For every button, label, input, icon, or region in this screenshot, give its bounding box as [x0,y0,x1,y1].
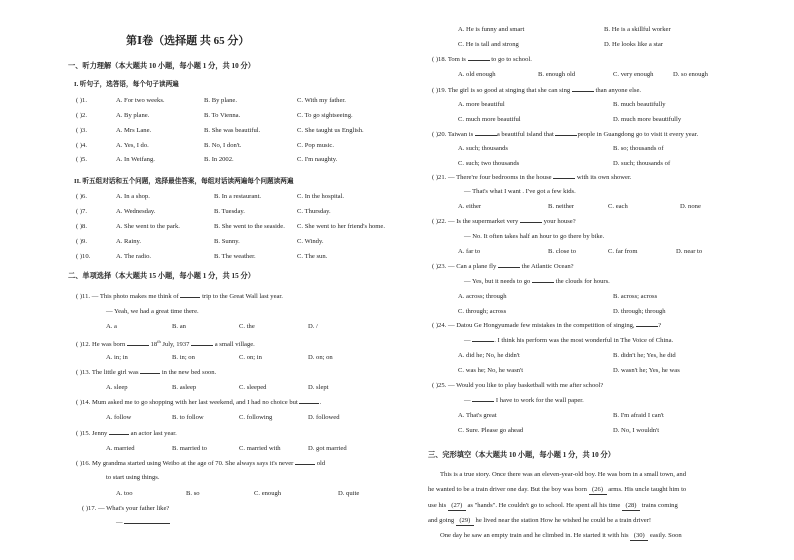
option-b: B. so [186,490,200,497]
passage-line: use his (27) as "hands". He couldn't go to school. He spent all his time (28) trains coming [428,502,678,509]
option-d: D. such; thousands of [613,160,671,167]
answer-blank[interactable] [553,178,575,179]
question-stem: — Datou Ge Hongyumade few mistakes in the competition of singing, [447,322,635,329]
question-number[interactable]: ( )9. [76,238,87,245]
question-number[interactable]: ( )12. [76,341,91,349]
question-stem-continued: trip to the Great Wall last year. [202,293,283,300]
reply-line-end: . I think his perform was the most wonderful in The Voice of China. [494,337,674,344]
passage-line: One day he saw an empty train and he climbed in. He started it with his (30) easily. Soon [440,532,682,539]
question-stem: Mum asked me to go shopping with her last weekend, and I had no choice but [91,399,298,406]
answer-blank[interactable] [295,464,315,465]
passage-line: and going (29) he lived near the station How he wished he could be a train driver! [428,517,652,524]
answer-blank[interactable] [109,434,129,435]
question-number[interactable]: ( )15. [76,430,91,437]
option-b: B. Sunny. [214,238,240,245]
option-b: B. No, I don't. [204,142,242,149]
question-number[interactable]: ( )18. [432,56,447,63]
question-number[interactable]: ( )24. [432,322,447,329]
option-a: A. Mrs Lane. [116,127,152,134]
question-stem-end: than anyone else. [595,87,642,94]
question-number[interactable]: ( )20. [432,131,447,138]
part-2-instruction: II. 听五组对话和五个问题，选择最佳答案，每组对话读两遍每个问题读两遍 [74,178,294,185]
option-b: B. She went to the seaside. [214,223,285,230]
option-b: B. didn't he; Yes, he did [613,352,676,359]
option-c: C. Windy. [297,238,324,245]
option-b: B. an [172,323,186,330]
reply-line: — That's what I want . I've got a few kids. [464,188,576,195]
question-stem: Tom is [447,56,466,63]
option-d: D. No, I wouldn't [613,427,660,434]
option-a: A. The radio. [116,253,152,260]
question-number[interactable]: ( )14. [76,399,91,406]
option-c: C. each [608,203,628,210]
option-d: D. near to [676,248,703,255]
question-stem: — There're four bedrooms in the house [447,174,552,181]
part-1-instruction: I. 听句子，选答语，每个句子读两遍 [74,81,179,88]
option-c: C. Thursday. [297,208,331,215]
option-a: A. For two weeks. [116,97,165,104]
option-c: C. the [239,323,255,330]
section-1-heading: 一、听力理解（本大题共 10 小题，每小题 1 分，共 10 分） [68,62,255,70]
option-c: C. She taught us English. [297,127,364,134]
option-b: B. I'm afraid I can't [613,412,664,419]
question-stem: — This photo makes me think of [91,293,179,300]
option-b: B. In a restaurant. [214,193,262,200]
option-d: D. got married [308,445,347,452]
question-number[interactable]: ( )10. [76,253,91,260]
question-stem: — Can a plane fly [447,263,497,270]
option-b: B. in; on [172,354,195,361]
option-a: A. married [106,445,135,452]
option-b: B. In 2002. [204,156,234,163]
question-number[interactable]: ( )13. [76,369,91,376]
question-number[interactable]: ( )8. [76,223,87,230]
question-stem: Taiwan is [447,131,474,138]
passage-line: This is a true story. Once there was an eleven-year-old boy. He was born in a small town, and [440,471,687,478]
option-b: B. She was beautiful. [204,127,261,134]
cloze-blank-27[interactable]: (27) [448,502,466,511]
question-stem: He was born [91,341,126,349]
reply-dash: — [464,397,471,404]
option-a: A. old enough [458,71,496,78]
option-b: B. across; across [613,293,658,300]
answer-blank[interactable] [636,326,658,327]
question-stem-mid: very [506,218,519,225]
option-c: C. following [239,414,273,421]
section-2-heading: 二、单项选择（本大题共 15 小题，每小题 1 分，共 15 分） [68,272,255,280]
passage-line: he wanted to be a train driver one day. But the boy was born (26) arms. His uncle taught him to [428,486,687,493]
option-c: C. such; two thousands [458,160,520,167]
option-c: C. To go sightseeing. [297,112,353,119]
option-a: A. She went to the park. [116,223,180,230]
option-b: B. to follow [172,414,204,421]
answer-blank[interactable] [532,282,554,283]
option-d: D. He looks like a star [604,41,663,48]
cloze-blank-26[interactable]: (26) [589,486,607,495]
reply-line: — No. It often takes half an hour to go there by bike. [464,233,605,240]
question-number[interactable]: ( )19. [432,87,447,94]
option-a: A. across; through [458,293,507,300]
answer-blank[interactable] [140,373,160,374]
answer-blank[interactable] [498,267,520,268]
answer-blank[interactable] [555,135,577,136]
option-c: C. sleeped [239,384,267,391]
question-stem-end: old [316,460,326,467]
option-d: D. none [680,203,701,210]
question-stem: The girl is so good at singing that she can sing [447,87,571,94]
reply-line-end: I have to work for the wall paper. [495,397,584,404]
question-stem-end: the Atlantic Ocean? [521,263,574,270]
question-number[interactable]: ( )3. [76,127,87,134]
option-c: C. He is tall and strong [458,41,519,48]
question-stem-end: in the new bed soon. [161,369,217,376]
option-c: C. Pop music. [297,142,335,149]
option-c: C. on; in [239,354,262,361]
paper-title: 第Ⅰ卷（选择题 共 65 分） [126,35,250,47]
answer-blank[interactable] [124,523,170,524]
option-b: B. close to [548,248,577,255]
question-stem: The little girl was [91,369,139,376]
answer-blank[interactable] [180,297,200,298]
option-b: B. neither [548,203,575,210]
cloze-blank-28[interactable]: (28) [622,502,640,511]
question-stem-end: with its own shower. [576,174,632,181]
option-d: D. so enough [673,71,708,78]
option-c: C. married with [239,445,281,452]
option-a: A. By plane. [116,112,150,119]
option-b: B. asleep [172,384,197,391]
answer-blank[interactable] [472,341,494,342]
question-stem-mid: a beautiful island that [496,131,554,138]
question-number[interactable]: ( )1. [76,97,87,104]
option-c: C. far from [608,248,638,255]
question-stem: — Would you like to play basketball with me after school? [447,382,604,389]
answer-blank[interactable] [520,222,542,223]
option-b: B. much beautifully [613,101,666,108]
question-number[interactable]: ( )17. [82,505,97,512]
cloze-blank-30[interactable]: (30) [630,532,648,541]
option-d: D. slept [308,384,329,391]
question-stem-continued: to start using things. [106,474,160,481]
question-stem-end: your house? [543,218,576,225]
question-number[interactable]: ( )5. [76,156,87,163]
option-a: A. did he; No, he didn't [458,352,520,359]
option-a: A. He is funny and smart [458,26,525,33]
option-c: C. enough [254,490,282,497]
answer-blank[interactable] [299,403,319,404]
option-b: B. To Vienna. [204,112,241,119]
answer-blank[interactable] [572,91,594,92]
question-stem-end: people in Guangdong go to visit it every year. [577,131,699,138]
option-c: C. The sun. [297,253,328,260]
option-a: A. In Weifang. [116,156,155,163]
reply-dash: — [464,337,471,344]
option-a: A. a [106,323,117,330]
option-b: B. Tuesday. [214,208,245,215]
question-stem: My grandma started using Weibo at the age of 70. She always says it's never [91,460,294,467]
option-c: C. With my father. [297,97,346,104]
option-b: B. He is a skillful worker [604,26,671,33]
option-c: C. very enough [613,71,654,78]
option-a: A. too [116,490,133,497]
option-a: A. in; in [106,354,128,361]
question-number[interactable]: ( )23. [432,263,447,270]
option-d: D. quite [338,490,360,497]
option-c: C. was he; No, he wasn't [458,367,524,374]
option-a: A. Wednesday. [116,208,156,215]
answer-blank[interactable] [475,135,497,136]
question-number[interactable]: ( )25. [432,382,447,389]
question-number[interactable]: ( )4. [76,142,87,149]
question-number[interactable]: ( )11. [76,293,91,300]
question-number[interactable]: ( )7. [76,208,87,215]
question-stem-end: a small village. [214,341,255,349]
question-number[interactable]: ( )22. [432,218,447,225]
option-a: A. follow [106,414,132,421]
option-b: B. The weather. [214,253,256,260]
option-b: B. enough old [538,71,576,78]
answer-blank[interactable] [468,60,490,61]
option-c: C. She went to her friend's home. [297,223,385,230]
option-a: A. such; thousands [458,145,509,152]
question-number[interactable]: ( )16. [76,460,91,467]
reply-line-end: the clouds for hours. [555,278,610,285]
option-b: B. so; thousands of [613,145,664,152]
question-number[interactable]: ( )2. [76,112,87,119]
option-a: A. either [458,203,482,210]
option-c: C. through; across [458,308,507,315]
question-stem-end: ? [658,322,662,329]
option-a: A. In a shop. [116,193,150,200]
question-stem: Jenny [91,430,108,437]
answer-blank[interactable] [191,345,213,346]
ordinal-suffix: th [157,339,161,344]
question-number[interactable]: ( )6. [76,193,87,200]
question-stem: — What's your father like? [97,505,170,512]
question-stem-end: to go to school. [491,56,532,63]
option-c: C. In the hospital. [297,193,345,200]
answer-blank[interactable] [127,345,149,346]
reply-line: — Yes, but it needs to go [464,278,531,285]
option-b: B. married to [172,445,207,452]
option-a: A. sleep [106,384,128,391]
reply-line: — Yeah, we had a great time there. [106,308,199,315]
option-a: A. That's great [458,412,497,419]
option-c: C. I'm naughty. [297,156,338,163]
option-c: C. Sure. Please go ahead [458,427,524,434]
option-c: C. much more beautiful [458,116,521,123]
question-stem-end: an actor last year. [130,430,177,437]
option-d: D. through; through [613,308,666,315]
option-d: D. much more beautifully [613,116,682,123]
option-d: D. followed [308,414,340,421]
option-b: B. By plane. [204,97,237,104]
option-a: A. Rainy. [116,238,142,245]
reply-dash: — [116,519,123,526]
question-stem-end: . [319,399,322,406]
option-a: A. far to [458,248,481,255]
option-d: D. / [308,323,318,330]
option-d: D. wasn't he; Yes, he was [613,367,680,374]
option-a: A. more beautiful [458,101,505,108]
question-number[interactable]: ( )21. [432,174,447,181]
question-stem: — Is the supermarket [447,218,505,225]
section-3-heading: 三、完形填空（本大题共 10 小题，每小题 1 分，共 10 分） [428,451,615,459]
option-a: A. Yes, I do. [116,142,149,149]
question-stem-mid: July, 1937 [162,341,190,349]
cloze-blank-29[interactable]: (29) [456,517,474,526]
option-d: D. on; on [308,354,333,361]
answer-blank[interactable] [472,401,494,402]
